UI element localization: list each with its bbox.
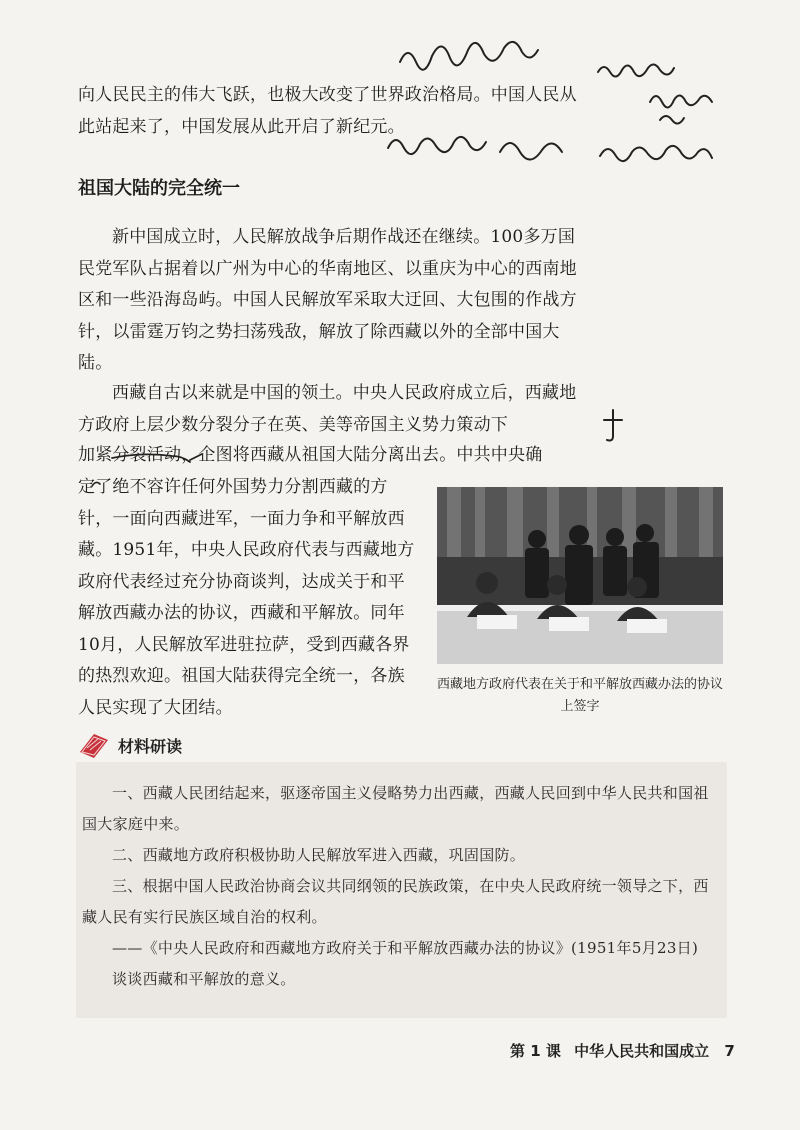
- material-item-1: 一、西藏人民团结起来，驱逐帝国主义侵略势力出西藏，西藏人民回到中华人民共和国祖国大家庭中来。: [82, 784, 709, 833]
- material-source: ——《中央人民政府和西藏地方政府关于和平解放西藏办法的协议》(1951年5月23日): [112, 939, 699, 957]
- page-footer: [510, 1040, 735, 1064]
- signing-photo: [437, 487, 723, 664]
- paragraph-3-column: 定了绝不容许任何外国势力分割西藏的方针，一面向西藏进军，一面力争和平解放西藏。1951年，中央人民政府代表与西藏地方政府代表经过充分协商谈判，达成关于和平解放西藏办法的协议，西藏和平解放。同年10月，人民解放军进驻拉萨，受到西藏各界的热烈欢迎。祖国大陆获得完全统一，各族人民实现了大团结。: [78, 477, 415, 718]
- book-icon: [76, 730, 110, 760]
- material-item-3: 三、根据中国人民政治协商会议共同纲领的民族政策，在中央人民政府统一领导之下，西藏人民有实行民族区域自治的权利。: [82, 877, 709, 926]
- material-item-2: 二、西藏地方政府积极协助人民解放军进入西藏，巩固国防。: [112, 846, 526, 864]
- signing-photo-illustration: [437, 487, 723, 664]
- footer-title: 中华人民共和国成立: [574, 1042, 710, 1060]
- intro-paragraph: 向人民民主的伟大飞跃，也极大改变了世界政治格局。中国人民从此站起来了，中国发展从此开启了新纪元。: [78, 85, 577, 137]
- page-number: 7: [724, 1042, 735, 1060]
- paragraph-3-line: 加紧分裂活动，企图将西藏从祖国大陆分离出去。中共中央确: [78, 445, 543, 465]
- footer-lesson: 第 1 课: [510, 1042, 561, 1060]
- section-heading: 祖国大陆的完全统一: [78, 178, 240, 199]
- material-reading-label: [76, 730, 182, 760]
- figure-caption: 西藏地方政府代表在关于和平解放西藏办法的协议上签字: [437, 677, 724, 714]
- material-question: 谈谈西藏和平解放的意义。: [112, 970, 296, 988]
- material-label-text: 材料研读: [118, 736, 183, 756]
- paragraph-2: 西藏自古以来就是中国的领土。中央人民政府成立后，西藏地方政府上层少数分裂分子在英、美等帝国主义势力策动下: [78, 383, 577, 435]
- paragraph-1: 新中国成立时，人民解放战争后期作战还在继续。100多万国民党军队占据着以广州为中心的华南地区、以重庆为中心的西南地区和一些沿海岛屿。中国人民解放军采取大迂回、大包围的作战方针，以雷霆万钧之势扫荡残敌，解放了除西藏以外的全部中国大陆。: [78, 227, 577, 373]
- material-box: [76, 762, 727, 1018]
